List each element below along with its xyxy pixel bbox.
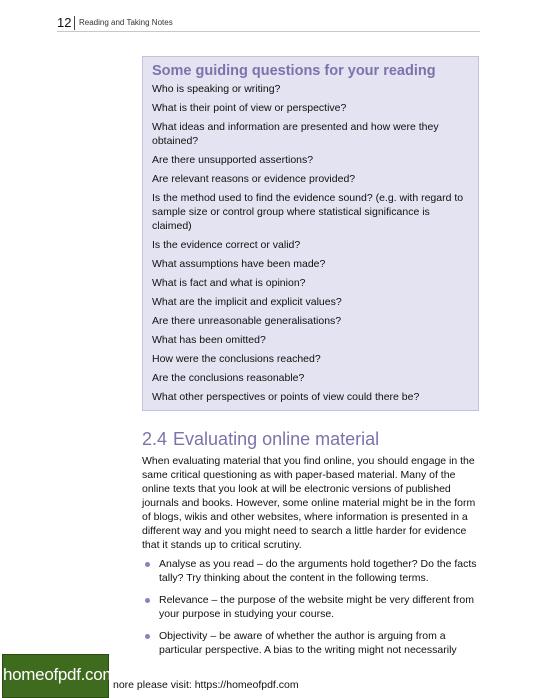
question-item: What are the implicit and explicit values? xyxy=(152,296,342,308)
bullet-dot-icon xyxy=(145,634,150,639)
question-list xyxy=(152,82,470,404)
question-item: What has been omitted? xyxy=(152,334,266,346)
question-item: What is their point of view or perspective? xyxy=(152,102,347,114)
watermark-footer-text: nore please visit: https://homeofpdf.com xyxy=(113,679,299,691)
question-item: What ideas and information are presented and how were they obtained? xyxy=(152,121,439,147)
header-rule xyxy=(57,31,480,32)
running-title: Reading and Taking Notes xyxy=(79,18,173,27)
homeofpdf-logo[interactable]: homeofpdf.com xyxy=(2,654,109,698)
box-title: Some guiding questions for your reading xyxy=(152,63,436,79)
bullet-item xyxy=(142,629,480,657)
page-number: 12 xyxy=(57,15,72,30)
bullet-text: Objectivity – be aware of whether the author is arguing from a particular perspective. A bias to the writing might not necessarily xyxy=(159,630,457,656)
guiding-questions-box xyxy=(142,56,479,411)
question-item: Are relevant reasons or evidence provided? xyxy=(152,173,356,185)
question-item: What other perspectives or points of view could there be? xyxy=(152,391,420,403)
section-heading xyxy=(142,428,379,450)
section-number: 2.4 xyxy=(142,429,168,449)
question-item: How were the conclusions reached? xyxy=(152,353,321,365)
bullet-item xyxy=(142,557,480,585)
question-item: What assumptions have been made? xyxy=(152,258,326,270)
bullet-dot-icon xyxy=(145,562,150,567)
header-separator xyxy=(74,16,75,30)
bullet-list xyxy=(142,557,480,665)
bullet-text: Relevance – the purpose of the website might be very different from your purpose in studying your course. xyxy=(159,594,474,620)
question-item: Is the evidence correct or valid? xyxy=(152,239,301,251)
question-item: Is the method used to find the evidence sound? (e.g. with regard to sample size or control group where statistical significance is claimed) xyxy=(152,192,464,232)
bullet-item xyxy=(142,593,480,621)
question-item: What is fact and what is opinion? xyxy=(152,277,306,289)
question-item: Are the conclusions reasonable? xyxy=(152,372,305,384)
question-item: Who is speaking or writing? xyxy=(152,83,281,95)
body-paragraph: When evaluating material that you find online, you should engage in the same critical questioning as with paper-based material. Many of the online texts that you look at will be electronic versions of published journals and books. However, some online material might be in the form of blogs, wikis and other websites, where information is presented in a different way and you might need to search a little harder for evidence that it stands up to critical scrutiny. xyxy=(142,455,476,551)
bullet-dot-icon xyxy=(145,598,150,603)
page-header xyxy=(57,15,480,31)
question-item: Are there unreasonable generalisations? xyxy=(152,315,342,327)
section-title: Evaluating online material xyxy=(173,429,380,449)
bullet-text: Analyse as you read – do the arguments hold together? Do the facts tally? Try thinking about the content in the following terms. xyxy=(159,558,477,584)
question-item: Are there unsupported assertions? xyxy=(152,154,314,166)
